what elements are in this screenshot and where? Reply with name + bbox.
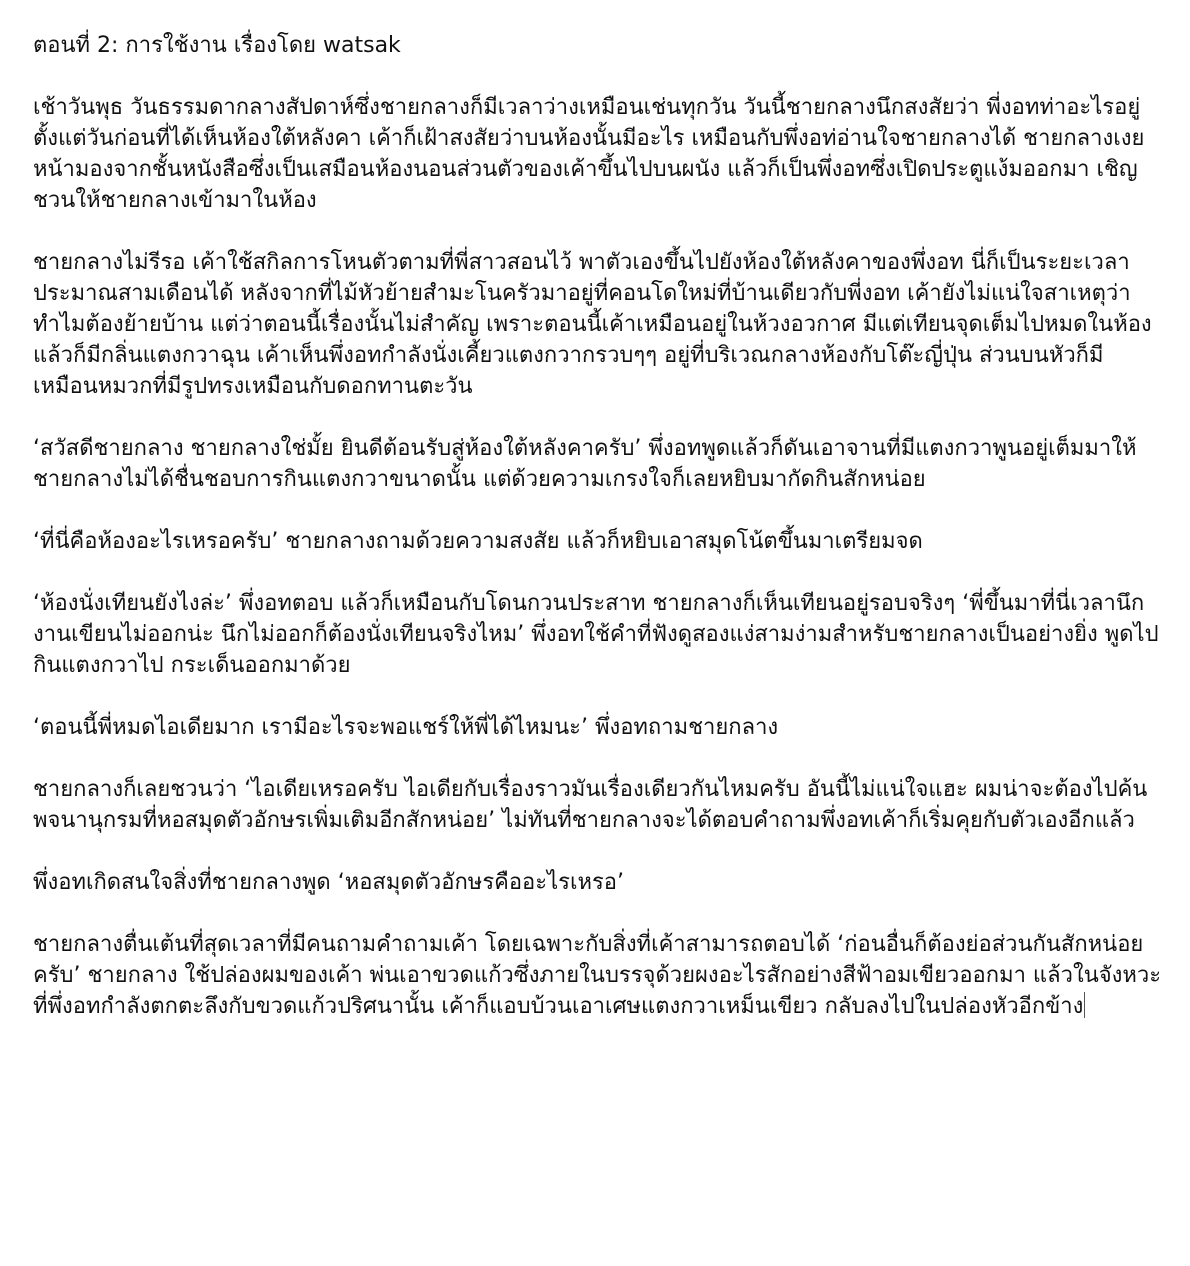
paragraph-8: พึ่งอทเกิดสนใจสิ่งที่ชายกลางพูด ‘หอสมุดตัวอักษรคืออะไรเหรอ’ [33,870,625,895]
paragraph-9 [33,929,1165,1022]
text-cursor [1084,992,1085,1018]
paragraph-2: ชายกลางไม่รีรอ เค้าใช้สกิลการโหนตัวตามที่พี่สาวสอนไว้ พาตัวเองขึ้นไปยังห้องใต้หลังคาของพึ่งอท นี่ก็เป็นระยะเวลาประมาณสามเดือนได้ หลังจากที่ไม้หัวย้ายสำมะโนครัวมาอยู่ที่คอนโดใหม่ที่บ้านเดียวกับพี่งอท เค้ายังไม่แน่ใจสาเหตุว่าทำไมต้องย้ายบ้าน แต่ว่าตอนนี้เรื่องนั้นไม่สำคัญ เพราะตอนนี้เค้าเหมือนอยู่ในห้วงอวกาศ มีแต่เทียนจุดเต็มไปหมดในห้อง แล้วก็มีกลิ่นแตงกวาฉุน เค้าเห็นพึ่งอทกำลังนั่งเคี้ยวแตงกวากรวบๆๆ อยู่ที่บริเวณกลางห้องกับโต๊ะญี่ปุ่น ส่วนบนหัวก็มีเหมือนหมวกที่มีรูปทรงเหมือนกับดอกทานตะวัน [33,250,1152,399]
paragraph-4: ‘ที่นี่คือห้องอะไรเหรอครับ’ ชายกลางถามด้วยความสงสัย แล้วก็หยิบเอาสมุดโน้ตขึ้นมาเตรียมจด [33,529,923,554]
document-body[interactable] [33,30,1165,1022]
paragraph-5: ‘ห้องนั่งเทียนยังไงล่ะ’ พึ่งอทตอบ แล้วก็เหมือนกับโดนกวนประสาท ชายกลางก็เห็นเทียนอยู่รอบจริงๆ ‘พี่ขึ้นมาที่นี่เวลานึกงานเขียนไม่ออกน่ะ นึกไม่ออกก็ต้องนั่งเทียนจริงไหม’ พึ่งอทใช้คำที่ฟังดูสองแง่สามง่ามสำหรับชายกลางเป็นอย่างยิ่ง พูดไปกินแตงกวาไป กระเด็นออกมาด้วย [33,591,1159,678]
paragraph-1: เช้าวันพุธ วันธรรมดากลางสัปดาห์ซึ่งชายกลางก็มีเวลาว่างเหมือนเช่นทุกวัน วันนี้ชายกลางนึกสงสัยว่า พี่งอทท่าอะไรอยู่ ตั้งแต่วันก่อนที่ได้เห็นห้องใต้หลังคา เค้าก็เฝ้าสงสัยว่าบนห้องนั้นมีอะไร เหมือนกับพึ่งอท่อ่านใจชายกลางได้ ชายกลางเงยหน้ามองจากชั้นหนังสือซึ่งเป็นเสมือนห้องนอนส่วนตัวของเค้าขึ้นไปบนผนัง แล้วก็เป็นพึ่งอทซึ่งเปิดประตูแง้มออกมา เชิญชวนให้ชายกลางเข้ามาในห้อง [33,95,1145,213]
paragraph-7: ชายกลางก็เลยชวนว่า ‘ไอเดียเหรอครับ ไอเดียกับเรื่องราวมันเรื่องเดียวกันไหมครับ อันนี้ไม่แน่ใจแฮะ ผมน่าจะต้องไปค้นพจนานุกรมที่หอสมุดตัวอักษรเพิ่มเติมอีกสักหน่อย’ ไม่ทันที่ชายกลางจะได้ตอบคำถามพึ่งอทเค้าก็เริ่มคุยกับตัวเองอีกแล้ว [33,777,1148,833]
document-title: ตอนที่ 2: การใช้งาน เรื่องโดย watsak [33,33,401,58]
paragraph-6: ‘ตอนนี้พี่หมดไอเดียมาก เรามีอะไรจะพอแชร์ให้พี่ได้ไหมนะ’ พึ่งอทถามชายกลาง [33,715,779,740]
paragraph-3: ‘สวัสดีชายกลาง ชายกลางใช่มั้ย ยินดีต้อนรับสู่ห้องใต้หลังคาครับ’ พึ่งอทพูดแล้วก็ดันเอาจานที่มีแตงกวาพูนอยู่เต็มมาให้ ชายกลางไม่ได้ชื่นชอบการกินแตงกวาขนาดนั้น แต่ด้วยความเกรงใจก็เลยหยิบมากัดกินสักหน่อย [33,436,1137,492]
paragraph-9-text: ชายกลางตื่นเต้นที่สุดเวลาที่มีคนถามคำถามเค้า โดยเฉพาะกับสิ่งที่เค้าสามารถตอบได้ ‘ก่อนอื่นก็ต้องย่อส่วนกันสักหน่อยครับ’ ชายกลาง ใช้ปล่องผมของเค้า พ่นเอาขวดแก้วซึ่งภายในบรรจุด้วยผงอะไรสักอย่างสีฟ้าอมเขียวออกมา แล้วในจังหวะที่พึ่งอทกำลังตกตะลึงกับขวดแก้วปริศนานั้น เค้าก็แอบบ้วนเอาเศษแตงกวาเหม็นเขียว กลับลงไปในปล่องหัวอีกข้าง [33,932,1162,1019]
